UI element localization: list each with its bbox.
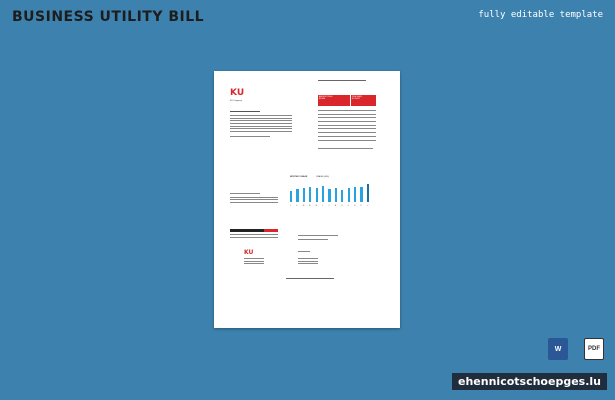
chart-bar <box>290 191 292 202</box>
amount-due-label: AMOUNT DUE <box>319 96 333 98</box>
chart-tick-label: F <box>296 205 298 207</box>
header-line <box>318 80 366 81</box>
payment-stub-accent <box>264 229 278 232</box>
chart-tick-label: A <box>334 205 336 207</box>
footer-line <box>286 278 334 279</box>
chart-bar <box>322 186 324 202</box>
chart-tick-label: J <box>290 205 291 207</box>
banner-subtitle: fully editable template <box>478 10 603 20</box>
chart-bar <box>335 188 337 202</box>
stub-logo: KU <box>244 249 254 256</box>
amount-due-value: $3,846 <box>319 98 326 101</box>
chart-legend: USAGE (kWh) <box>316 176 329 178</box>
chart-bar <box>354 187 356 202</box>
chart-bar <box>360 187 362 202</box>
usage-summary-block <box>230 193 278 203</box>
word-icon: W <box>548 338 568 360</box>
watermark: ehennicotschoepges.lu <box>452 373 607 390</box>
due-date-value: 01/14/24 <box>352 98 360 101</box>
chart-tick-label: J <box>322 205 323 207</box>
chart-bar <box>303 188 305 202</box>
amount-due-box <box>318 95 350 106</box>
account-info-block <box>230 111 292 137</box>
chart-tick-label: N <box>354 205 356 207</box>
chart-tick-label: M <box>302 205 305 207</box>
company-name: KU Company <box>230 100 242 102</box>
chart-tick-label: S <box>341 205 343 207</box>
chart-bar <box>296 189 298 202</box>
remit-block <box>298 235 338 264</box>
bill-document <box>214 71 400 328</box>
chart-bar <box>348 188 350 202</box>
chart-bar <box>341 190 343 202</box>
chart-bar <box>367 184 369 202</box>
chart-bar <box>309 187 311 202</box>
chart-tick-label: D <box>360 205 362 207</box>
pdf-icon: PDF <box>584 338 604 360</box>
due-date-label: DUE DATE <box>352 96 362 98</box>
billing-details-block <box>318 110 376 149</box>
chart-tick-label: M <box>315 205 318 207</box>
company-logo: KU <box>230 88 245 98</box>
chart-bar <box>328 189 330 202</box>
payment-stub-block <box>230 234 278 237</box>
chart-tick-label: O <box>347 205 349 207</box>
chart-title: MONTHLY USAGE <box>290 176 308 178</box>
usage-chart <box>286 176 376 210</box>
due-date-box <box>351 95 376 106</box>
chart-tick-label: J <box>366 205 368 207</box>
banner-title: BUSINESS UTILITY BILL <box>12 9 205 25</box>
chart-tick-label: J <box>328 205 330 207</box>
chart-bar <box>316 188 318 202</box>
chart-tick-label: A <box>309 205 311 207</box>
stub-address-block <box>244 258 264 264</box>
